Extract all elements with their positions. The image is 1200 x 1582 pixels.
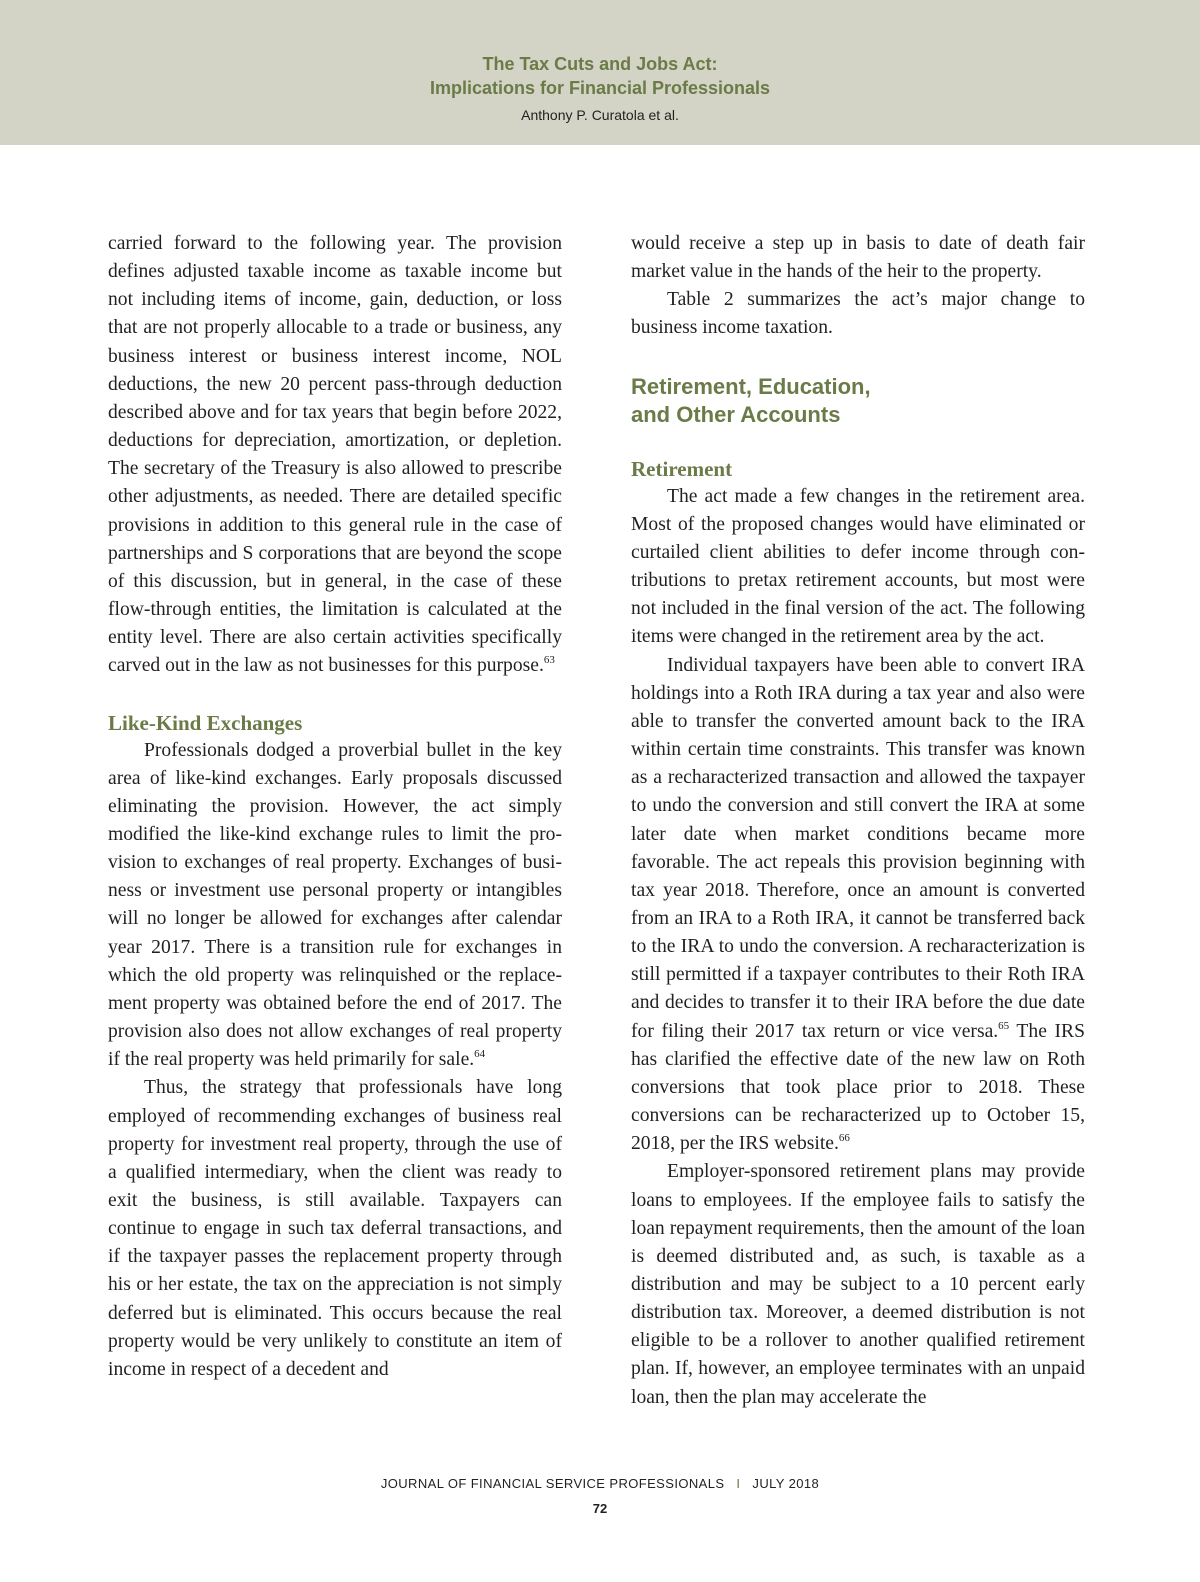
journal-name: JOURNAL OF FINANCIAL SERVICE PROFESSIONALS (380, 1476, 725, 1491)
body-paragraph: carried forward to the following year. The provision defines adjusted taxable income as taxable income but not including items of income, gain, deduction, or loss that are not properly allocable to a trade or business, any business interest or business interest income, NOL deductions, the new 20 percent pass-through deduction described above and for tax years that begin before 2022, deductions for depreciation, amortization, or depletion. The secretary of the Treasury is also allowed to prescribe other adjustments, as needed. There are detailed specific provisions in addition to this general rule in the case of partnerships and S corporations that are beyond the scope of this discussion, but in general, in the case of these flow-through entities, the limitation is calculated at the entity level. There are also certain activities specifically carved out in the law as not businesses for this purpose.$^{63}$ (108, 233, 562, 677)
footnote-ref: 66 (838, 1132, 850, 1145)
footnote-ref: 63 (543, 654, 555, 667)
footer-journal-line (0, 1476, 1200, 1491)
footer-separator: I (736, 1476, 741, 1491)
body-paragraph: Professionals dodged a proverbial bullet in the key area of like-kind exchanges. Early proposals discussed eliminating the provision. However, the act simply modified the like-kind exchange rules to limit the provision to exchanges of real property. Exchanges of business or investment use personal property or intangibles will no longer be allowed for exchanges after calendar year 2017. There is a transition rule for exchanges in which the old property was relinquished or the replacement property was obtained before the end of 2017. The provision also does not allow exchanges of real property if the real property was held primarily for sale.$^{64}$ (108, 739, 562, 1071)
section-heading-retirement-education: Retirement, Education, and Other Accounts (631, 373, 871, 427)
footnote-ref: 64 (474, 1048, 486, 1061)
subheading-like-kind-exchanges: Like-Kind Exchanges (108, 710, 303, 735)
body-paragraph: Thus, the strategy that professionals have long employed of recommending exchanges of business real property for investment real property, through the use of a qualified intermediary, when the client was ready to exit the business, is still available. Taxpayers can continue to engage in such tax deferral transactions, and if the taxpayer passes the replacement property through his or her estate, the tax on the appreciation is not simply deferred but is eliminated. This occurs because the real property would be very unlikely to constitute an item of income in respect of a decedent and (108, 1077, 562, 1380)
header-band (0, 0, 1200, 145)
page-number: 72 (592, 1501, 608, 1516)
body-paragraph: would receive a step up in basis to date of death fair market value in the hands of the heir to the property. (631, 233, 1085, 283)
body-paragraph: Table 2 summarizes the act’s major change to business income taxation. (631, 289, 1085, 339)
article-title-line-1: The Tax Cuts and Jobs Act: (482, 54, 718, 74)
article-author: Anthony P. Curatola et al. (521, 107, 679, 123)
body-paragraph: Individual taxpayers have been able to convert IRA holdings into a Roth IRA during a tax year and also were able to transfer the converted amount back to the IRA within certain time constraints. This transfer was known as a recharacterized transaction and allowed the taxpayer to undo the conversion and still convert the IRA at some later date when market conditions became more favorable. The act repeals this provision beginning with tax year 2018. Therefore, once an amount is converted from an IRA to a Roth IRA, it cannot be transferred back to the IRA to undo the conversion. A recharacterization is still permitted if a taxpayer contributes to their Roth IRA and decides to transfer it to their IRA before the due date for filing their 2017 tax return or vice versa.$^{65}$ The IRS has clarified the effective date of the new law on Roth conversions that took place prior to 2018. These conversions can be recharacterized up to October 15, 2018, per the IRS website.$^{66}$ (631, 654, 1085, 1155)
article-title-line-2: Implications for Financial Professionals (429, 78, 771, 98)
left-column (108, 230, 562, 1384)
footnote-ref: 65 (998, 1019, 1010, 1032)
body-paragraph: Employer-sponsored retirement plans may provide loans to employees. If the employee fails to satisfy the loan repayment requirements, then the amount of the loan is deemed distributed and, as such, is taxable as a distribution and may be subject to a 10 percent early distribution tax. Moreover, a deemed distribution is not eligible to be a rollover to another qualified retirement plan. If, however, an employee terminates with an unpaid loan, then the plan may accelerate the (631, 1161, 1085, 1408)
issue-date: JULY 2018 (752, 1476, 820, 1491)
body-paragraph: The act made a few changes in the retirement area. Most of the proposed changes would have eliminated or curtailed client abilities to defer income through contributions to pretax retirement accounts, but most were not included in the final version of the act. The following items were changed in the retirement area by the act. (631, 485, 1085, 648)
subheading-retirement: Retirement (631, 456, 733, 481)
right-column (631, 230, 1085, 1412)
